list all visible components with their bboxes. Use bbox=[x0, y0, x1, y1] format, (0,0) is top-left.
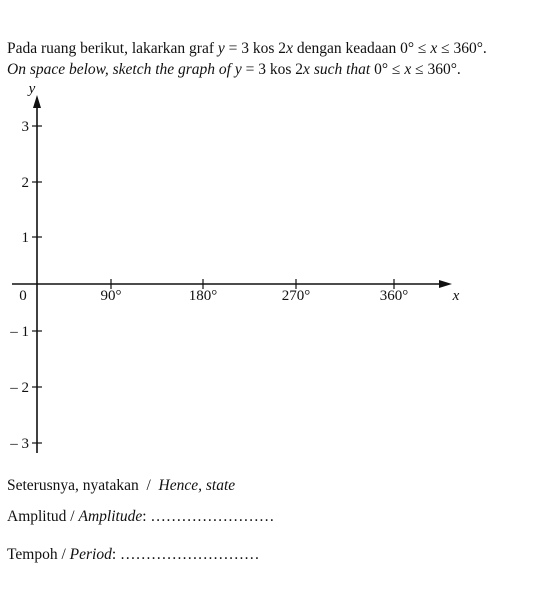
question-malay-prefix: Pada ruang berikut, lakarkan graf bbox=[7, 40, 218, 57]
question-english-range-b: ≤ 360°. bbox=[411, 61, 461, 78]
x-tick-label-180: 180° bbox=[188, 288, 218, 304]
question-english-x: x bbox=[303, 61, 310, 78]
x-axis-label: x bbox=[452, 288, 460, 304]
question-english-range-a: 0° ≤ bbox=[374, 61, 405, 78]
x-tick-label-360: 360° bbox=[379, 288, 409, 304]
question-malay-x: x bbox=[286, 40, 293, 57]
y-tick-label-neg3: – 3 bbox=[10, 436, 29, 452]
period-english: Period bbox=[69, 546, 112, 563]
question-english-mid: such that bbox=[309, 61, 375, 78]
origin-label: 0 bbox=[19, 288, 27, 304]
period-answer-blank[interactable]: ……………………… bbox=[120, 546, 260, 563]
question-english-x2: x bbox=[404, 61, 412, 78]
question-english-eq: = 3 kos 2 bbox=[241, 61, 304, 78]
hence-state-line bbox=[7, 477, 235, 495]
amplitude-english: Amplitude bbox=[78, 508, 143, 525]
hence-english: Hence, state bbox=[158, 477, 236, 494]
amplitude-answer-blank[interactable]: …………………… bbox=[150, 508, 275, 525]
period-malay: Tempoh / bbox=[7, 546, 70, 563]
question-malay-eq: = 3 kos 2 bbox=[224, 40, 287, 57]
question-english-prefix: On space below, sketch the graph of bbox=[7, 61, 235, 78]
period-colon: : bbox=[111, 546, 121, 563]
amplitude-colon: : bbox=[142, 508, 151, 525]
question-malay-x2: x bbox=[430, 40, 438, 57]
y-tick-label-neg1: – 1 bbox=[10, 324, 29, 340]
x-axis-arrow bbox=[439, 280, 452, 288]
question-malay-mid: dengan keadaan 0° ≤ bbox=[292, 40, 431, 57]
y-axis-label: y bbox=[28, 81, 36, 97]
amplitude-line bbox=[7, 508, 274, 526]
question-malay-y: y bbox=[217, 40, 225, 57]
amplitude-malay: Amplitud / bbox=[7, 508, 79, 525]
y-tick-label-1: 1 bbox=[21, 230, 29, 246]
hence-separator: / bbox=[138, 477, 159, 494]
question-malay-end: ≤ 360°. bbox=[437, 40, 487, 57]
y-tick-label-3: 3 bbox=[21, 119, 29, 135]
question-english-y: y bbox=[234, 61, 242, 78]
period-line bbox=[7, 546, 260, 564]
y-tick-label-neg2: – 2 bbox=[10, 380, 29, 396]
hence-malay: Seterusnya, nyatakan bbox=[7, 477, 139, 494]
y-tick-label-2: 2 bbox=[21, 175, 29, 191]
x-tick-label-270: 270° bbox=[281, 288, 311, 304]
x-tick-label-90: 90° bbox=[100, 288, 122, 304]
